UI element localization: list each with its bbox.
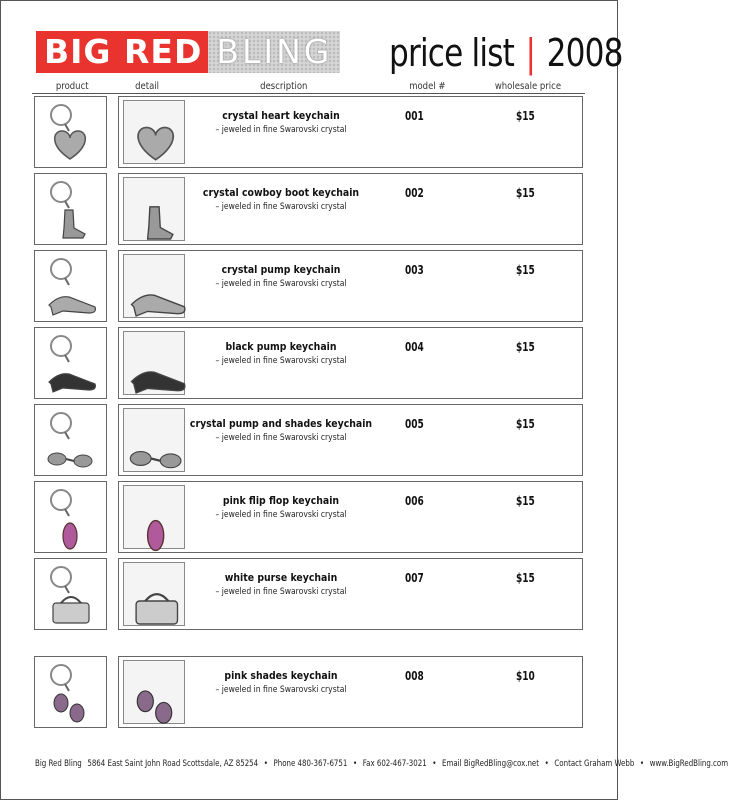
heart-keychain-detail-icon — [123, 100, 185, 164]
product-description: – jeweled in fine Swarovski crystal — [215, 356, 347, 366]
header-divider — [32, 93, 585, 94]
product-model: 001 — [405, 109, 424, 123]
footer-contact: Contact Graham Webb — [554, 758, 635, 768]
footer-bullet: • — [263, 758, 268, 768]
product-row — [1, 173, 619, 245]
page-title — [389, 31, 623, 75]
brand-logo — [36, 31, 340, 73]
product-price: $15 — [516, 186, 535, 200]
footer-fax: Fax 602-467-3021 — [362, 758, 427, 768]
product-row — [1, 481, 619, 553]
black-pump-keychain-detail-icon — [123, 331, 185, 395]
footer-website[interactable]: www.BigRedBling.com — [649, 758, 729, 768]
heart-keychain-icon — [39, 101, 101, 163]
product-row — [1, 404, 619, 476]
product-model: 004 — [405, 340, 424, 354]
product-description: – jeweled in fine Swarovski crystal — [215, 125, 347, 135]
header-description: description — [260, 81, 308, 92]
footer-bullet: • — [432, 758, 437, 768]
footer — [35, 758, 731, 768]
shades-keychain-detail-icon — [123, 660, 185, 724]
pump-keychain-detail-icon — [123, 254, 185, 318]
purse-keychain-icon — [39, 563, 101, 625]
product-name: white purse keychain — [224, 571, 338, 584]
shades-keychain-icon — [39, 661, 101, 723]
product-model: 007 — [405, 571, 424, 585]
product-name: pink flip flop keychain — [222, 494, 340, 507]
product-photo-box — [34, 558, 107, 630]
footer-email[interactable]: Email BigRedBling@cox.net — [442, 758, 540, 768]
boot-keychain-icon — [39, 178, 101, 240]
product-description: – jeweled in fine Swarovski crystal — [215, 433, 347, 443]
header-model: model # — [409, 81, 446, 92]
product-description: – jeweled in fine Swarovski crystal — [215, 587, 347, 597]
product-row — [1, 96, 619, 168]
product-photo-box — [34, 481, 107, 553]
product-price: $10 — [516, 669, 535, 683]
product-photo-box — [34, 96, 107, 168]
product-name: crystal pump and shades keychain — [189, 417, 373, 430]
pump-shades-keychain-icon — [39, 409, 101, 471]
footer-company: Big Red Bling — [35, 758, 82, 768]
title-text: price list — [389, 31, 515, 75]
product-description: – jeweled in fine Swarovski crystal — [215, 510, 347, 520]
header-product: product — [55, 81, 89, 92]
product-model: 006 — [405, 494, 424, 508]
pump-keychain-icon — [39, 255, 101, 317]
product-name: crystal cowboy boot keychain — [202, 186, 360, 199]
boot-keychain-detail-icon — [123, 177, 185, 241]
header-price: wholesale price — [494, 81, 562, 92]
footer-address: 5864 East Saint John Road Scottsdale, AZ 85254 — [87, 758, 259, 768]
product-description: – jeweled in fine Swarovski crystal — [215, 202, 347, 212]
product-price: $15 — [516, 109, 535, 123]
pump-shades-keychain-detail-icon — [123, 408, 185, 472]
product-description: – jeweled in fine Swarovski crystal — [215, 279, 347, 289]
product-price: $15 — [516, 494, 535, 508]
product-price: $15 — [516, 571, 535, 585]
product-row — [1, 327, 619, 399]
product-row — [1, 656, 619, 728]
product-model: 005 — [405, 417, 424, 431]
product-model: 008 — [405, 669, 424, 683]
footer-bullet: • — [352, 758, 358, 768]
flip-flop-keychain-icon — [39, 486, 101, 548]
product-row — [1, 558, 619, 630]
product-description: – jeweled in fine Swarovski crystal — [215, 685, 347, 695]
title-separator: | — [525, 31, 536, 75]
product-name: black pump keychain — [225, 340, 337, 353]
product-price: $15 — [516, 417, 535, 431]
product-photo-box — [34, 327, 107, 399]
product-name: crystal pump keychain — [221, 263, 341, 276]
product-name: crystal heart keychain — [222, 109, 340, 122]
title-year: 2008 — [546, 31, 623, 75]
product-photo-box — [34, 250, 107, 322]
logo-big-red: BIG RED — [36, 31, 208, 73]
product-model: 003 — [405, 263, 424, 277]
footer-phone: Phone 480-367-6751 — [273, 758, 348, 768]
product-price: $15 — [516, 340, 535, 354]
product-price: $15 — [516, 263, 535, 277]
purse-keychain-detail-icon — [123, 562, 185, 626]
product-photo-box — [34, 656, 107, 728]
logo-bling: BLING — [208, 31, 340, 73]
product-photo-box — [34, 173, 107, 245]
product-row — [1, 250, 619, 322]
product-photo-box — [34, 404, 107, 476]
flip-flop-keychain-detail-icon — [123, 485, 185, 549]
product-model: 002 — [405, 186, 424, 200]
footer-bullet: • — [544, 758, 549, 768]
black-pump-keychain-icon — [39, 332, 101, 394]
product-name: pink shades keychain — [224, 669, 338, 682]
footer-bullet: • — [639, 758, 645, 768]
header-detail: detail — [135, 81, 160, 92]
